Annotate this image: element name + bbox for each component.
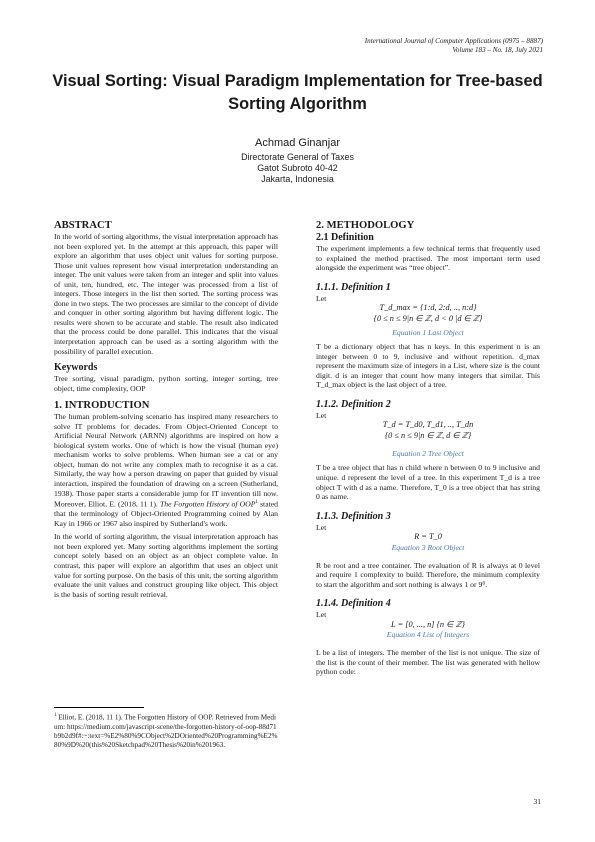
page-number: 31 <box>533 797 541 806</box>
right-column <box>316 219 540 677</box>
footnote-body: Elliot, E. (2018, 11 1). The Forgotten History of OOP. Retrieved from Medium: https://medium.com/javascript-scene/the-forgotten-history-of-oop-88d71b9b2d9f#:~:text=%E2%80%9CObject%2DOriented%20Programming%E2%80%9D%20(this%20Sketchpad%20Thesis%20in%201963. <box>54 713 278 750</box>
equation-2-line-1: T_d = T_d0, T_d1, .., T_dn <box>382 420 474 430</box>
methodology-intro: The experiment implements a few technical terms that frequently used to explained the method practised. The most important term used alongside the experiment was “tree object”. <box>316 244 540 273</box>
definition-2-heading: 1.1.2. Definition 2 <box>316 398 391 410</box>
intro-cited-title: The Forgotten History of OOP <box>160 499 256 509</box>
author-affiliation <box>0 152 595 184</box>
equation-3-caption: Equation 3 Root Object <box>391 542 465 552</box>
journal-volume: Volume 183 – No. 18, July 2021 <box>452 46 543 55</box>
equation-4-line-1: L = [0, ..., n] {n ∈ ℤ} <box>391 619 465 629</box>
definition-1-text: T be a dictionary object that has n keys. In this experiment n is an integer between 0 to 9, inclusive and without repetition. d_max represent the maximum size of integers in a List, where size is the count digit. d is an integer that count how many integers that similar. This T_d_max object is the last object of a tree. <box>316 342 540 390</box>
abstract-text: In the world of sorting algorithms, the visual interpretation approach has not been explored yet. In the attempt at this approach, this paper will explore an algorithm that uses object unit values for sorting purpose. Those unit values represent how visual interpretation understanding an integer. The unit values were taken from an integer and split into values of unit, ten, hundred, etc. The integer was processed from a list of integers. Those integers in the list then sorted. The sorting process was done in two steps. The two processes are similar to the concept of divide and conquer in other sorting algorithm but having different logic. The results were shown to be accurate and stable. The result also indicated that the process could be done parallel. This indicates that the visual interpretation approach can be used as a sorting algorithm with the possibility of parallel execution. <box>54 232 278 356</box>
equation-2-line-2: {0 ≤ n ≤ 9|n ∈ ℤ, d ∈ ℤ} <box>384 430 472 440</box>
introduction-paragraph-1 <box>54 412 278 528</box>
intro-text-b: stated that the terminology of Object-Oriented Programming coined by Alan Kay in 1966 or 1967 also inspired by Sutherland's work. <box>54 499 278 528</box>
footnote-ref: 1 <box>255 500 258 506</box>
definition-4-let: Let <box>316 610 327 620</box>
equation-1-line-1: T_d_max = {1:d, 2:d, .., n:d} <box>379 303 477 313</box>
introduction-paragraph-2: In the world of sorting algorithm, the visual interpretation approach has not been explored yet. Many sorting algorithms implement the sorting concept solely based on an object as an object complete value. In contrast, this paper will explore an algorithm that uses an object unit value for sorting purpose. On the basis of this unit, the sorting algorithm evaluate the unit values and construct grouping like object. This object is the basis of sorting result retrieval. <box>54 532 278 599</box>
equation-1-line-2: {0 ≤ n ≤ 9|n ∈ ℤ, d < 0 |d ∈ ℤ} <box>373 313 483 323</box>
equation-2-caption: Equation 2 Tree Object <box>392 449 464 459</box>
journal-name: International Journal of Computer Applications (0975 – 8887) <box>364 37 543 45</box>
definition-3-text: R be root and a tree container. The evaluation of R is always at 0 level and require 1 complexity to build. Therefore, the minimum complexity to start the algorithm and sort nothing is always 1 or 9⁰. <box>316 560 540 589</box>
abstract-heading: ABSTRACT <box>54 220 112 231</box>
paper-title: Visual Sorting: Visual Paradigm Implementation for Tree-based Sorting Algorithm <box>52 72 543 113</box>
author-name: Achmad Ginanjar <box>255 137 340 149</box>
equation-1-caption: Equation 1 Last Object <box>392 328 464 338</box>
keywords-text: Tree sorting, visual paradigm, python sorting, integer sorting, tree object, time complexity, OOP <box>54 374 278 393</box>
definition-4-text: L be a list of integers. The member of the list is not unique. The size of the list is the count of their member. The list was generated with hellow python code: <box>316 648 540 677</box>
intro-text-a: The human problem-solving scenario has inspired many researchers to solve IT problems for decades. From Object-Oriented Concept to Artificial Neural Network (ARNN) algorithms are inspired on how a biological system works. One of which is how the visual (human eye) mechanism works to solve problems. When human see a cat or any object, human do not write any complex math to recognise it as a cat. Similarly, the way how a person drawing on paper that guided by visual interaction, inspired the foundation of drawing on a screen (Sutherland, 1938). Those paper starts a considerable jump for IT invention till now. Moreover, Elliot, E. (2018, 11 1). <box>54 412 278 509</box>
equation-4-caption: Equation 4 List of Integers <box>386 630 470 640</box>
footnote <box>54 707 278 751</box>
footnote-marker: 1 <box>54 713 57 718</box>
definition-subheading: 2.1 Definition <box>316 232 374 243</box>
footnote-text <box>54 711 278 751</box>
definition-3-heading: 1.1.3. Definition 3 <box>316 510 391 522</box>
definition-1-heading: 1.1.1. Definition 1 <box>316 281 391 293</box>
methodology-heading: 2. METHODOLOGY <box>316 220 415 231</box>
keywords-heading: Keywords <box>54 362 98 374</box>
definition-3-let: Let <box>316 522 327 532</box>
equation-3-line-1: R = T_0 <box>414 532 442 542</box>
affiliation-line: Gatot Subroto 40-42 <box>257 162 338 173</box>
definition-2-text: T be a tree object that has n child where n between 0 to 9 inclusive and unique. d represent the level of a tree. In this experiment T_d is a tree object T with d as a name. Therefore, T_0 is a tree object that has string 0 as name. <box>316 463 540 502</box>
journal-header <box>365 37 543 55</box>
definition-2-let: Let <box>316 410 327 420</box>
definition-1-let: Let <box>316 293 327 303</box>
left-column <box>54 219 278 599</box>
affiliation-line: Jakarta, Indonesia <box>261 173 334 184</box>
introduction-heading: 1. INTRODUCTION <box>54 400 150 412</box>
affiliation-line: Directorate General of Taxes <box>241 152 354 162</box>
definition-4-heading: 1.1.4. Definition 4 <box>316 598 391 610</box>
footnote-rule <box>54 707 144 708</box>
